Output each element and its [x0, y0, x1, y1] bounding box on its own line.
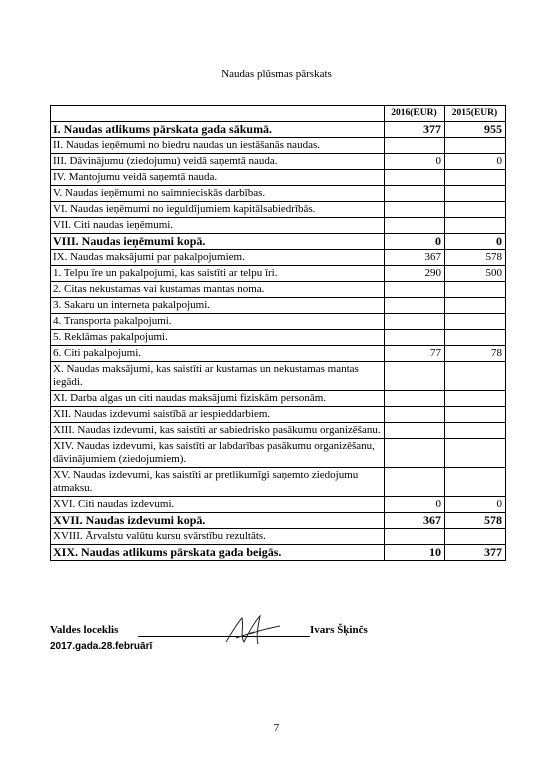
- row-label: XII. Naudas izdevumi saistībā ar iespieddarbiem.: [51, 407, 385, 423]
- table-row: [51, 407, 506, 423]
- value-2015: 578: [445, 250, 506, 266]
- table-header-row: [51, 106, 506, 122]
- value-2016: [385, 314, 445, 330]
- value-2015: 0: [445, 154, 506, 170]
- value-2016: 367: [385, 513, 445, 529]
- value-2016: [385, 423, 445, 439]
- value-2015: 377: [445, 545, 506, 561]
- table-row: [51, 234, 506, 250]
- table-row: [51, 545, 506, 561]
- value-2016: [385, 202, 445, 218]
- value-2015: [445, 439, 506, 468]
- value-2015: [445, 314, 506, 330]
- table-row: [51, 346, 506, 362]
- value-2015: [445, 529, 506, 545]
- signatory-name: Ivars Šķinčs: [310, 624, 368, 636]
- table-row: [51, 298, 506, 314]
- table-row: [51, 122, 506, 138]
- value-2016: [385, 391, 445, 407]
- value-2016: [385, 439, 445, 468]
- row-label: 1. Telpu īre un pakalpojumi, kas saistīti ar telpu īri.: [51, 266, 385, 282]
- row-label: XIX. Naudas atlikums pārskata gada beigās.: [51, 545, 385, 561]
- table-row: [51, 314, 506, 330]
- table-row: [51, 391, 506, 407]
- signature-role-label: Valdes loceklis: [50, 624, 119, 636]
- cash-flow-table: [50, 105, 506, 561]
- value-2015: 500: [445, 266, 506, 282]
- header-2016: 2016(EUR): [385, 106, 445, 122]
- value-2016: [385, 330, 445, 346]
- value-2015: 78: [445, 346, 506, 362]
- table-row: [51, 439, 506, 468]
- value-2015: 578: [445, 513, 506, 529]
- row-label: IX. Naudas maksājumi par pakalpojumiem.: [51, 250, 385, 266]
- row-label: XIII. Naudas izdevumi, kas saistīti ar sabiedrisko pasākumu organizēšanu.: [51, 423, 385, 439]
- value-2016: 377: [385, 122, 445, 138]
- value-2016: 290: [385, 266, 445, 282]
- value-2015: [445, 170, 506, 186]
- table-row: [51, 282, 506, 298]
- row-label: XIV. Naudas izdevumi, kas saistīti ar labdarības pasākumu organizēšanu, dāvinājumiem (ziedojumiem).: [51, 439, 385, 468]
- value-2015: 0: [445, 497, 506, 513]
- row-label: XI. Darba algas un citi naudas maksājumi fiziskām personām.: [51, 391, 385, 407]
- value-2016: [385, 186, 445, 202]
- value-2015: [445, 138, 506, 154]
- row-label: XV. Naudas izdevumi, kas saistīti ar pretlikumīgi saņemto ziedojumu atmaksu.: [51, 468, 385, 497]
- row-label: V. Naudas ieņēmumi no saimnieciskās darbības.: [51, 186, 385, 202]
- value-2016: [385, 529, 445, 545]
- value-2016: [385, 170, 445, 186]
- value-2016: [385, 282, 445, 298]
- value-2015: [445, 362, 506, 391]
- value-2015: [445, 202, 506, 218]
- value-2016: 77: [385, 346, 445, 362]
- table-row: [51, 513, 506, 529]
- table-row: [51, 250, 506, 266]
- row-label: 4. Transporta pakalpojumi.: [51, 314, 385, 330]
- row-label: X. Naudas maksājumi, kas saistīti ar kustamas un nekustamas mantas iegādi.: [51, 362, 385, 391]
- value-2015: [445, 391, 506, 407]
- row-label: VII. Citi naudas ieņēmumi.: [51, 218, 385, 234]
- value-2016: 0: [385, 497, 445, 513]
- table-row: [51, 186, 506, 202]
- signature-date: 2017.gada.28.februārī: [50, 641, 153, 652]
- value-2016: 0: [385, 234, 445, 250]
- header-blank-cell: [51, 106, 385, 122]
- value-2015: [445, 186, 506, 202]
- value-2015: [445, 298, 506, 314]
- value-2016: [385, 138, 445, 154]
- value-2016: 10: [385, 545, 445, 561]
- table-row: [51, 218, 506, 234]
- header-2015: 2015(EUR): [445, 106, 506, 122]
- table-row: [51, 138, 506, 154]
- cash-flow-table-body: [51, 106, 506, 561]
- value-2016: 367: [385, 250, 445, 266]
- value-2016: [385, 218, 445, 234]
- row-label: XVIII. Ārvalstu valūtu kursu svārstību rezultāts.: [51, 529, 385, 545]
- row-label: 6. Citi pakalpojumi.: [51, 346, 385, 362]
- row-label: III. Dāvinājumu (ziedojumu) veidā saņemtā nauda.: [51, 154, 385, 170]
- table-row: [51, 423, 506, 439]
- table-row: [51, 330, 506, 346]
- value-2016: [385, 362, 445, 391]
- row-label: 2. Citas nekustamas vai kustamas mantas noma.: [51, 282, 385, 298]
- value-2015: [445, 282, 506, 298]
- table-row: [51, 170, 506, 186]
- value-2016: 0: [385, 154, 445, 170]
- row-label: VI. Naudas ieņēmumi no ieguldījumiem kapitālsabiedrībās.: [51, 202, 385, 218]
- row-label: XVII. Naudas izdevumi kopā.: [51, 513, 385, 529]
- row-label: VIII. Naudas ieņēmumi kopā.: [51, 234, 385, 250]
- value-2015: [445, 330, 506, 346]
- value-2016: [385, 468, 445, 497]
- value-2016: [385, 407, 445, 423]
- table-row: [51, 497, 506, 513]
- row-label: IV. Mantojumu veidā saņemtā nauda.: [51, 170, 385, 186]
- value-2015: [445, 468, 506, 497]
- table-row: [51, 266, 506, 282]
- document-title: Naudas plūsmas pārskats: [221, 68, 332, 80]
- table-row: [51, 202, 506, 218]
- row-label: XVI. Citi naudas izdevumi.: [51, 497, 385, 513]
- table-row: [51, 362, 506, 391]
- table-row: [51, 468, 506, 497]
- page-number: 7: [273, 722, 280, 734]
- value-2016: [385, 298, 445, 314]
- row-label: I. Naudas atlikums pārskata gada sākumā.: [51, 122, 385, 138]
- value-2015: [445, 407, 506, 423]
- row-label: 3. Sakaru un interneta pakalpojumi.: [51, 298, 385, 314]
- row-label: 5. Reklāmas pakalpojumi.: [51, 330, 385, 346]
- value-2015: [445, 218, 506, 234]
- value-2015: [445, 423, 506, 439]
- table-row: [51, 529, 506, 545]
- value-2015: 955: [445, 122, 506, 138]
- handwritten-signature: [220, 612, 282, 650]
- row-label: II. Naudas ieņēmumi no biedru naudas un iestāšanās naudas.: [51, 138, 385, 154]
- value-2015: 0: [445, 234, 506, 250]
- table-row: [51, 154, 506, 170]
